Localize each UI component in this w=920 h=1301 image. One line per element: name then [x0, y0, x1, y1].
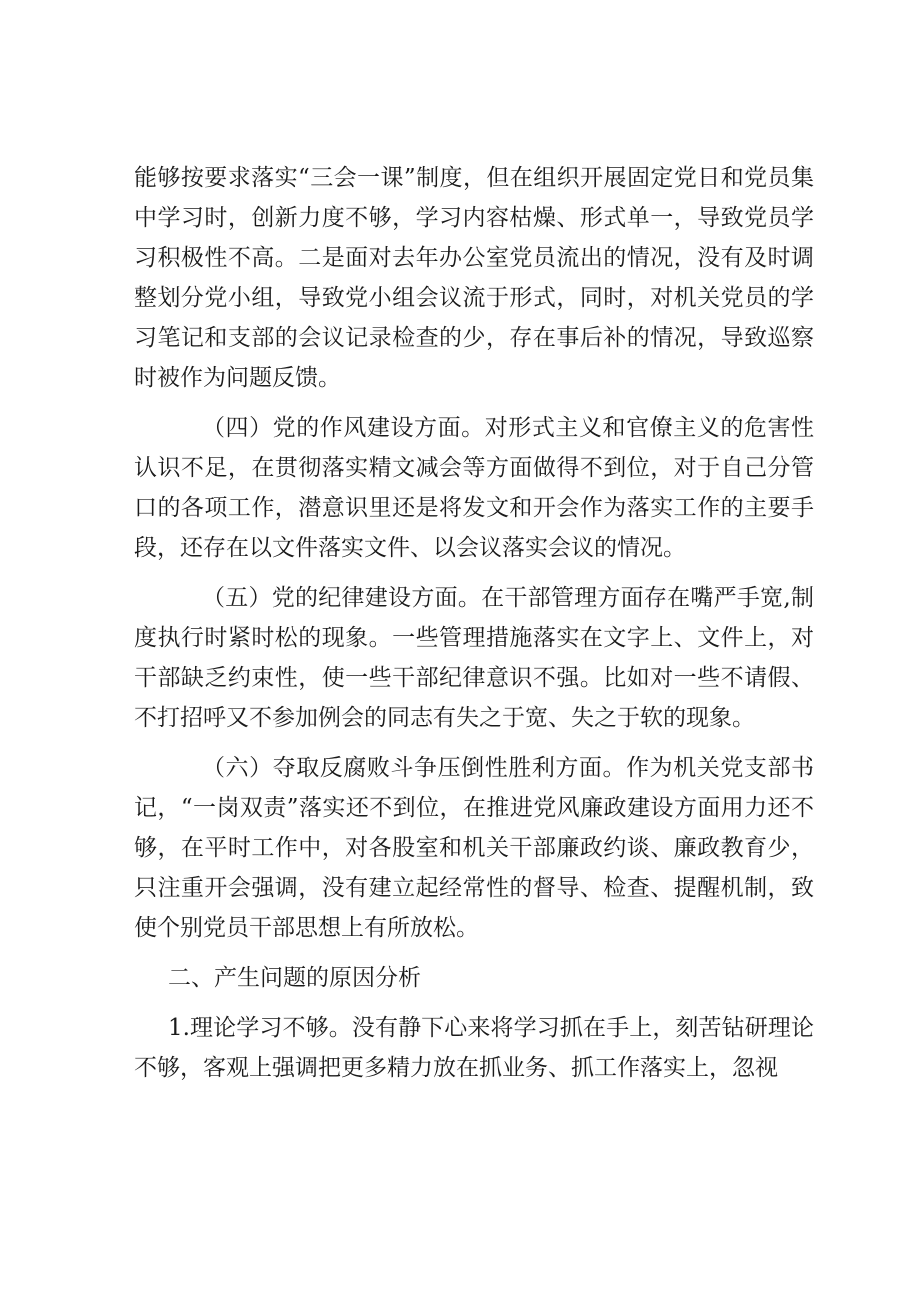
paragraph-section-six: （六）夺取反腐败斗争压倒性胜利方面。作为机关党支部书记，“一岗双责”落实还不到位，在推进党风廉政建设方面用力还不够，在平时工作中，对各股室和机关干部廉政约谈、廉政教育少，只注重开会强调，没有建立起经常性的督导、检查、提醒机制，致使个别党员干部思想上有所放松。	[134, 755, 814, 941]
document-body	[134, 158, 814, 1098]
paragraph-section-four: （四）党的作风建设方面。对形式主义和官僚主义的危害性认识不足，在贯彻落实精文减会等方面做得不到位，对于自己分管口的各项工作，潜意识里还是将发文和开会作为落实工作的主要手段，还存在以文件落实文件、以会议落实会议的情况。	[134, 415, 814, 561]
section-heading-cause-analysis: 二、产生问题的原因分析	[168, 965, 421, 991]
paragraph-continuation: 能够按要求落实“三会一课”制度，但在组织开展固定党日和党员集中学习时，创新力度不够，学习内容枯燥、形式单一，导致党员学习积极性不高。二是面对去年办公室党员流出的情况，没有及时调整划分党小组，导致党小组会议流于形式，同时，对机关党员的学习笔记和支部的会议记录检查的少，存在事后补的情况，导致巡察时被作为问题反馈。	[134, 165, 814, 391]
paragraph-section-five: （五）党的纪律建设方面。在干部管理方面存在嘴严手宽,制度执行时紧时松的现象。一些管理措施落实在文字上、文件上，对干部缺乏约束性，使一些干部纪律意识不强。比如对一些不请假、不打招呼又不参加例会的同志有失之于宽、失之于软的现象。	[134, 585, 814, 731]
paragraph-numbered-item-1: 1.理论学习不够。没有静下心来将学习抓在手上，刻苦钻研理论不够，客观上强调把更多精力放在抓业务、抓工作落实上，忽视	[134, 1015, 814, 1081]
